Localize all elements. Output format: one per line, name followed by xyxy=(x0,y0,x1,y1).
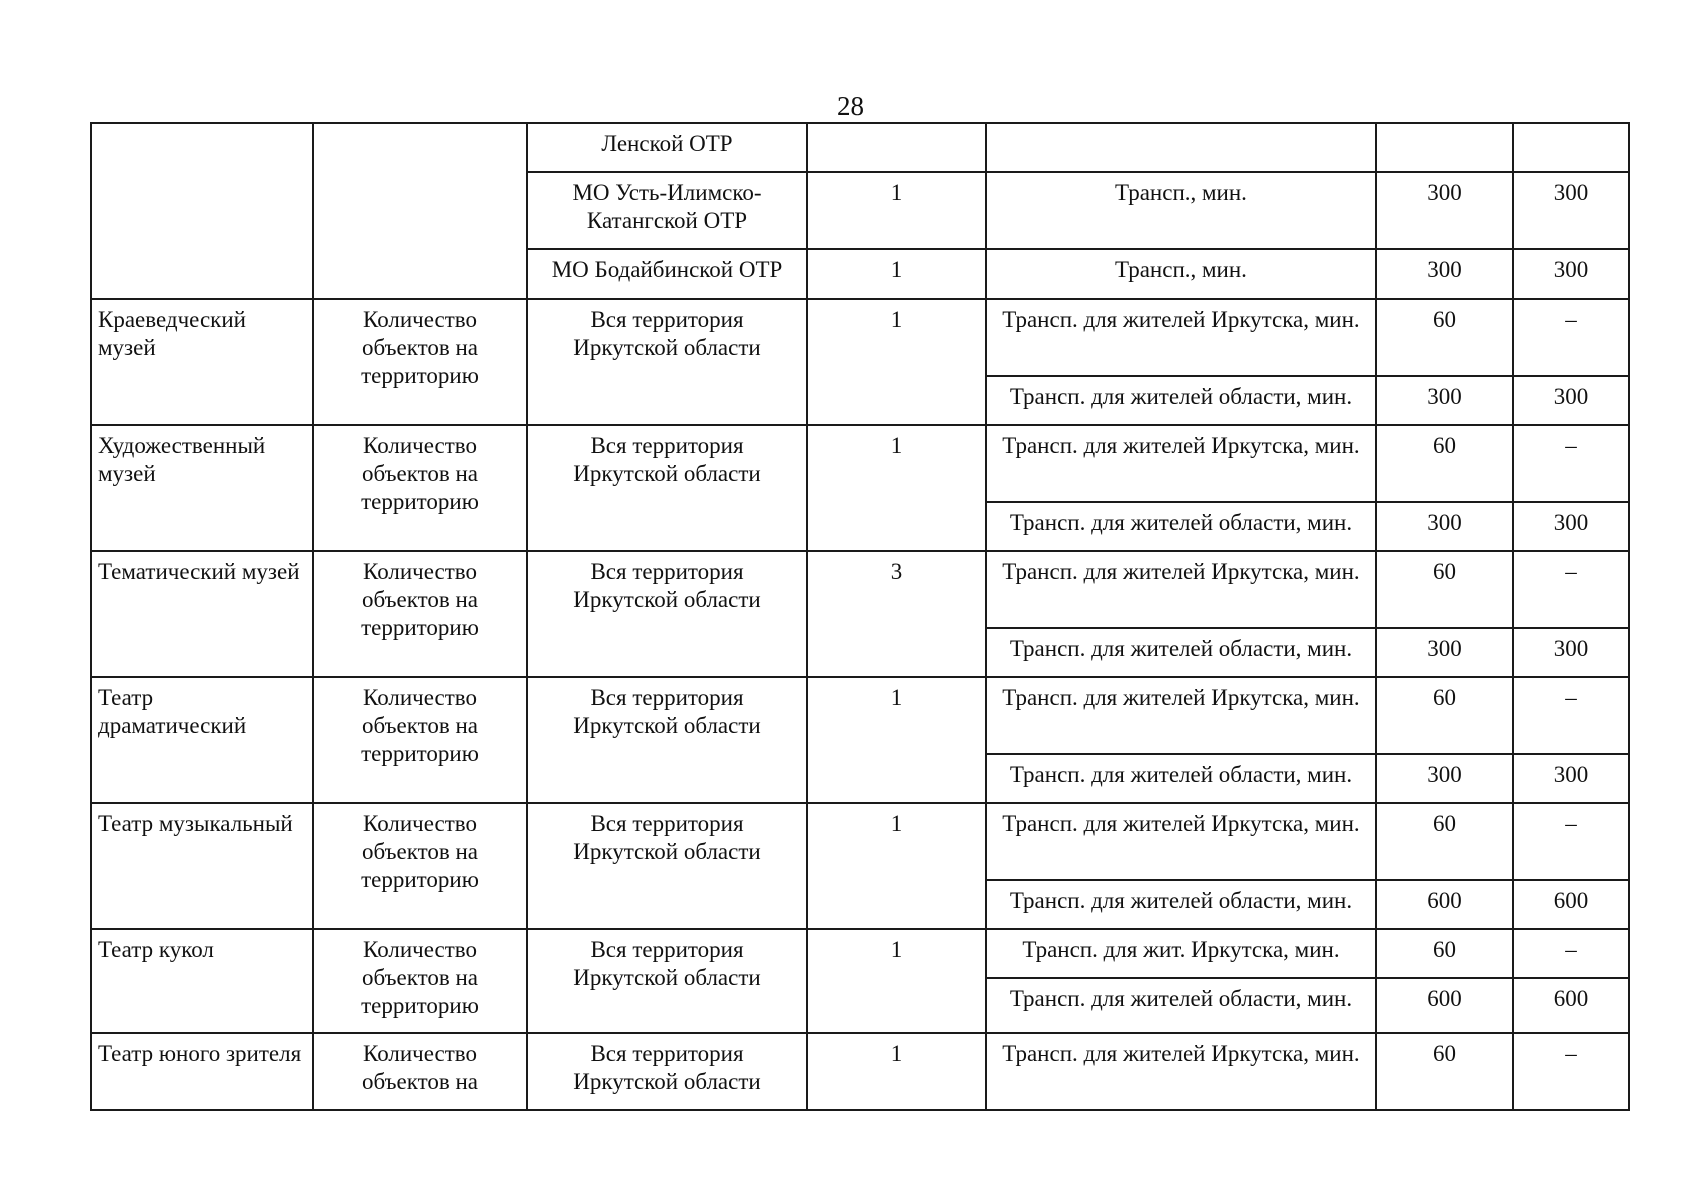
value-cell: – xyxy=(1513,929,1629,978)
value-cell: – xyxy=(1513,425,1629,502)
empty-object-cell xyxy=(91,123,313,299)
value-cell: 300 xyxy=(1513,172,1629,249)
indicator-cell: Трансп. для жителей области, мин. xyxy=(986,628,1376,677)
indicator-cell: Трансп. для жит. Иркутска, мин. xyxy=(986,929,1376,978)
territory-cell: Вся территория Иркутской области xyxy=(527,425,807,551)
norm-cell: 60 xyxy=(1376,299,1513,376)
indicator-cell: Трансп., мин. xyxy=(986,249,1376,299)
table-row xyxy=(91,929,1629,978)
table-row xyxy=(91,123,1629,172)
norm-cell: 60 xyxy=(1376,929,1513,978)
value-cell xyxy=(1513,123,1629,172)
table-row xyxy=(91,551,1629,628)
norm-cell: 60 xyxy=(1376,803,1513,880)
count-cell xyxy=(807,123,986,172)
indicator-cell: Трансп. для жителей области, мин. xyxy=(986,502,1376,551)
count-cell: 1 xyxy=(807,249,986,299)
count-cell: 1 xyxy=(807,299,986,425)
territory-cell: Вся территория Иркутской области xyxy=(527,803,807,929)
norm-cell: 300 xyxy=(1376,376,1513,425)
measure-cell: Количество объектов на территорию xyxy=(313,425,527,551)
value-cell: – xyxy=(1513,1033,1629,1110)
value-cell: 300 xyxy=(1513,754,1629,803)
measure-cell: Количество объектов на территорию xyxy=(313,803,527,929)
table-row xyxy=(91,803,1629,880)
indicator-cell: Трансп. для жителей Иркутска, мин. xyxy=(986,425,1376,502)
value-cell: – xyxy=(1513,299,1629,376)
measure-cell: Количество объектов на территорию xyxy=(313,299,527,425)
object-type-cell: Театр музыкальный xyxy=(91,803,313,929)
indicator-cell: Трансп. для жителей области, мин. xyxy=(986,880,1376,929)
territory-cell: Вся территория Иркутской области xyxy=(527,929,807,1033)
value-cell: 600 xyxy=(1513,880,1629,929)
table-row xyxy=(91,677,1629,754)
territory-cell: МО Бодайбинской ОТР xyxy=(527,249,807,299)
value-cell: – xyxy=(1513,677,1629,754)
territory-cell: МО Усть-Илимско-Катангской ОТР xyxy=(527,172,807,249)
object-type-cell: Театр кукол xyxy=(91,929,313,1033)
empty-measure-cell xyxy=(313,123,527,299)
indicator-cell: Трансп. для жителей Иркутска, мин. xyxy=(986,551,1376,628)
value-cell: 600 xyxy=(1513,978,1629,1033)
page-number: 28 xyxy=(837,91,864,121)
count-cell: 1 xyxy=(807,803,986,929)
indicator-cell: Трансп. для жителей области, мин. xyxy=(986,754,1376,803)
indicator-cell: Трансп. для жителей Иркутска, мин. xyxy=(986,1033,1376,1110)
object-type-cell: Театр драматический xyxy=(91,677,313,803)
indicator-cell: Трансп. для жителей Иркутска, мин. xyxy=(986,803,1376,880)
norm-cell: 600 xyxy=(1376,978,1513,1033)
table-row xyxy=(91,1033,1629,1110)
norm-cell: 300 xyxy=(1376,754,1513,803)
norm-cell: 60 xyxy=(1376,677,1513,754)
count-cell: 1 xyxy=(807,425,986,551)
indicator-cell xyxy=(986,123,1376,172)
count-cell: 1 xyxy=(807,677,986,803)
count-cell: 1 xyxy=(807,172,986,249)
norms-table xyxy=(90,122,1630,1111)
value-cell: 300 xyxy=(1513,249,1629,299)
norm-cell: 300 xyxy=(1376,172,1513,249)
territory-cell: Вся территория Иркутской области xyxy=(527,677,807,803)
territory-cell: Ленской ОТР xyxy=(527,123,807,172)
indicator-cell: Трансп., мин. xyxy=(986,172,1376,249)
measure-cell: Количество объектов на территорию xyxy=(313,551,527,677)
object-type-cell: Художественный музей xyxy=(91,425,313,551)
territory-cell: Вся территория Иркутской области xyxy=(527,1033,807,1110)
object-type-cell: Краеведческий музей xyxy=(91,299,313,425)
norm-cell: 60 xyxy=(1376,1033,1513,1110)
object-type-cell: Театр юного зрителя xyxy=(91,1033,313,1110)
indicator-cell: Трансп. для жителей области, мин. xyxy=(986,978,1376,1033)
value-cell: 300 xyxy=(1513,502,1629,551)
count-cell: 1 xyxy=(807,929,986,1033)
territory-cell: Вся территория Иркутской области xyxy=(527,551,807,677)
table-row xyxy=(91,299,1629,376)
table-row xyxy=(91,425,1629,502)
norm-cell: 300 xyxy=(1376,249,1513,299)
object-type-cell: Тематический музей xyxy=(91,551,313,677)
value-cell: 300 xyxy=(1513,628,1629,677)
value-cell: – xyxy=(1513,551,1629,628)
norm-cell: 600 xyxy=(1376,880,1513,929)
count-cell: 3 xyxy=(807,551,986,677)
measure-cell: Количество объектов на территорию xyxy=(313,677,527,803)
count-cell: 1 xyxy=(807,1033,986,1110)
indicator-cell: Трансп. для жителей области, мин. xyxy=(986,376,1376,425)
value-cell: 300 xyxy=(1513,376,1629,425)
norm-cell xyxy=(1376,123,1513,172)
norm-cell: 300 xyxy=(1376,502,1513,551)
norm-cell: 300 xyxy=(1376,628,1513,677)
measure-cell: Количество объектов на территорию xyxy=(313,929,527,1033)
territory-cell: Вся территория Иркутской области xyxy=(527,299,807,425)
value-cell: – xyxy=(1513,803,1629,880)
norm-cell: 60 xyxy=(1376,551,1513,628)
measure-cell: Количество объектов на xyxy=(313,1033,527,1110)
norm-cell: 60 xyxy=(1376,425,1513,502)
indicator-cell: Трансп. для жителей Иркутска, мин. xyxy=(986,677,1376,754)
indicator-cell: Трансп. для жителей Иркутска, мин. xyxy=(986,299,1376,376)
